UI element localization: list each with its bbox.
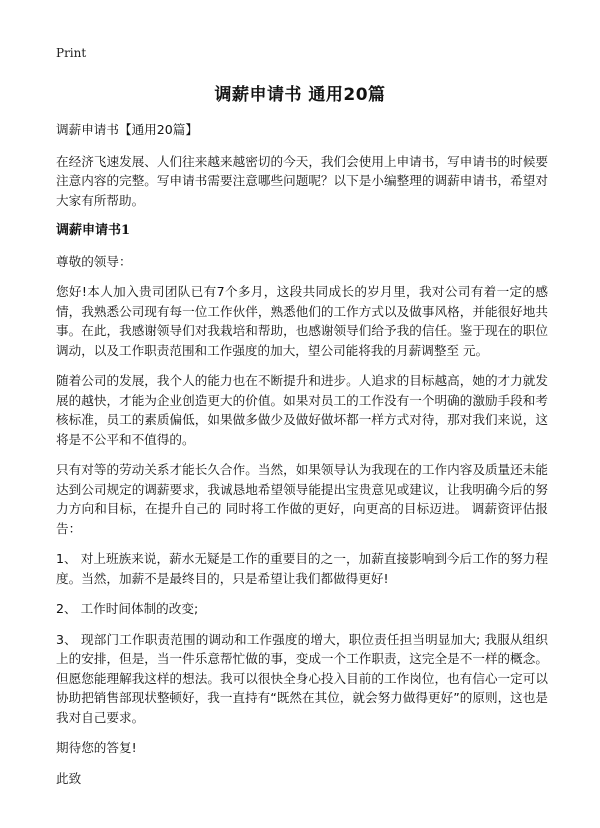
- list-item: 1、 对上班族来说，薪水无疑是工作的重要目的之一，加薪直接影响到今后工作的努力程度。当然，加薪不是最终目的，只是希望让我们都做得更好!: [56, 551, 548, 586]
- salutation: 尊敬的领导：: [56, 253, 132, 269]
- body-paragraph: 您好!本人加入贵司团队已有7个多月，这段共同成长的岁月里，我对公司有着一定的感情，我熟悉公司现有每一位工作伙伴，熟悉他们的工作方式以及做事风格，并能很好地共事。在此，我感谢领导们对我栽培和帮助，也感谢领导们给予我的信任。鉴于现在的职位调动，以及工作职责范围和工作强度的加大，望公司能将我的月薪调整至 元。: [56, 284, 548, 358]
- body-paragraph: 随着公司的发展，我个人的能力也在不断提升和进步。人追求的目标越高，她的才力就发展的越快，才能为企业创造更大的价值。如果对员工的工作没有一个明确的激励手段和考核标准，员工的素质偏低，如果做多做少及做好做坏都一样方式对待，那对我们来说，这将是不公平和不值得的。: [56, 373, 548, 447]
- list-item: 2、 工作时间体制的改变;: [56, 601, 199, 616]
- intro-paragraph: 在经济飞速发展、人们往来越来越密切的今天，我们会使用上申请书，写申请书的时候要注意内容的完整。写申请书需要注意哪些问题呢？以下是小编整理的调薪申请书，希望对大家有所帮助。: [56, 153, 548, 208]
- document-body: [56, 120, 548, 799]
- list-item: 3、 现部门工作职责范围的调动和工作强度的增大，职位责任担当明显加大; 我服从组织上的安排，但是，当一件乐意帮忙做的事，变成一个工作职责，这完全是不一样的概念。但愿您能理解我这样的想法。我可以很快全身心投入目前的工作岗位，也有信心一定可以协助把销售部现状整顿好，我一直持有“既然在其位，就会努力做得更好”的原则，这也是我对自己要求。: [56, 631, 548, 725]
- body-paragraph: 只有对等的劳动关系才能长久合作。当然，如果领导认为我现在的工作内容及质量还未能达到公司规定的调薪要求，我诚恳地希望领导能提出宝贵意见或建议，让我明确今后的努力方向和目标，在提升自己的 同时将工作做的更好，向更高的目标迈进。 调薪资评估报告：: [56, 462, 548, 536]
- section-heading: 调薪申请书1: [56, 223, 131, 238]
- document-title: 调薪申请书 通用20篇: [214, 85, 386, 105]
- print-link[interactable]: Print: [56, 46, 87, 60]
- closing-line: 期待您的答复!: [56, 740, 137, 755]
- closing-salute: 此致: [56, 770, 82, 786]
- document-subtitle: 调薪申请书【通用20篇】: [56, 122, 198, 137]
